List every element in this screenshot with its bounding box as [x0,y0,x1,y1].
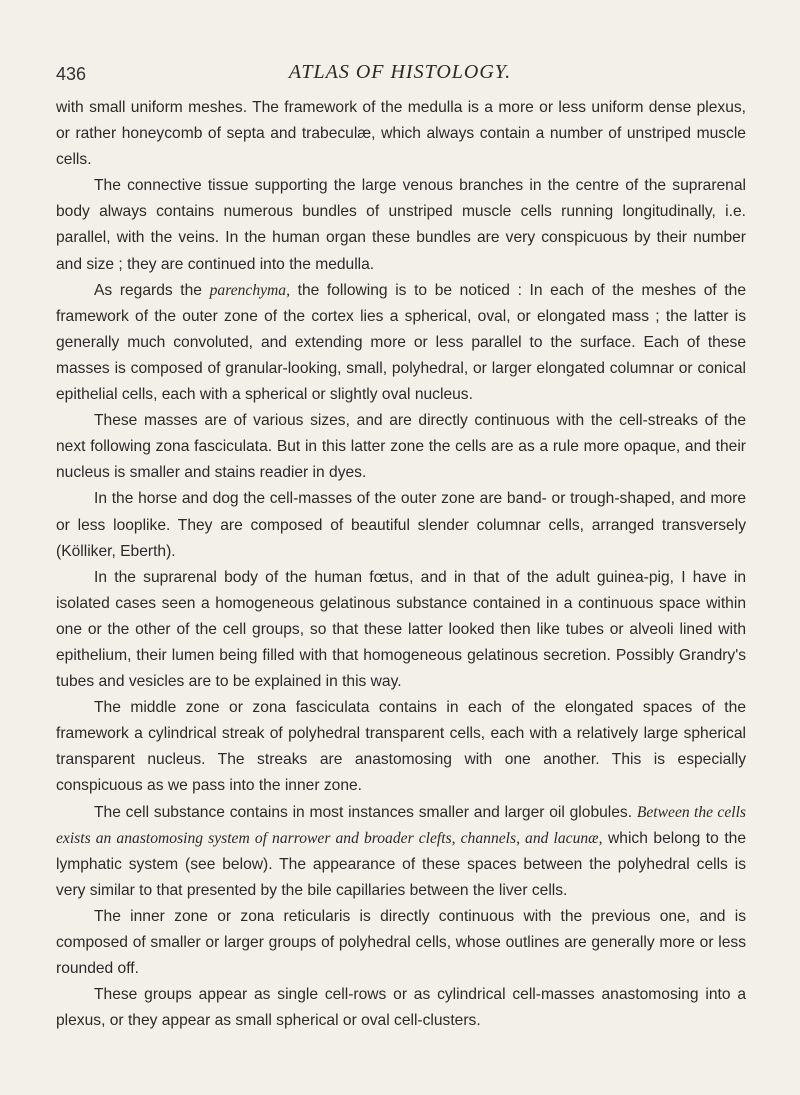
paragraph: The connective tissue supporting the large venous branches in the centre of the suprarenal body always contains numerous bundles of unstriped muscle cells running longitudinally, i.e. parallel, with the veins. In the human organ these bundles are very conspicuous by their number and size ; they are continued into the medulla. [56,177,746,273]
running-title: ATLAS OF HISTOLOGY. [288,61,512,83]
paragraph: In the horse and dog the cell-masses of the outer zone are band- or trough-shaped, and more or less looplike. They are composed of beautiful slender columnar cells, arranged transversely (Kölliker, Eberth). [56,490,746,560]
paragraph [56,278,746,408]
paragraph-text: the following is to be noticed : In each of the meshes of the framework of the outer zone of the cortex lies a spherical, oval, or elongated mass ; the latter is generally much convoluted, and extending more or less parallel to the surface. Each of these masses is composed of granular-looking, small, polyhedral, or larger elongated columnar or conical epithelial cells, each with a spherical or slightly oval nucleus. [56,281,747,404]
italic-passage: Between the cells exists an anastomosing system of narrower and broader clefts, channels, and lacunæ, [56,803,746,847]
paragraph: In the suprarenal body of the human fœtus, and in that of the adult guinea-pig, I have in isolated cases seen a homogeneous gelatinous substance contained in a continuous space within one or the other of the cell groups, so that these latter looked then like tubes or alveoli lined with epithelium, their lumen being filled with that homogeneous gelatinous secretion. Possibly Grandry's tubes and vesicles are to be explained in this way. [56,568,746,691]
paragraph-text: As regards the [94,281,210,299]
paragraph: The middle zone or zona fasciculata contains in each of the elongated spaces of the framework a cylindrical streak of polyhedral transparent cells, each with a relatively large spherical transparent nucleus. The streaks are anastomosing with one another. This is especially conspicuous as we pass into the inner zone. [56,699,746,795]
paragraph: with small uniform meshes. The framework of the medulla is a more or less uniform dense plexus, or rather honeycomb of septa and trabeculæ, which always contain a number of unstriped muscle cells. [56,99,746,169]
paragraph-text: The cell substance contains in most instances smaller and larger oil globules. [94,803,637,821]
page-number: 436 [56,64,87,84]
paragraph-text: which belong to the lymphatic system (see below). The appearance of these spaces between the polyhedral cells is very similar to that presented by the bile capillaries between the liver cells. [56,829,746,899]
paragraph: These masses are of various sizes, and are directly continuous with the cell-streaks of the next following zona fasciculata. But in this latter zone the cells are as a rule more opaque, and their nucleus is smaller and stains readier in dyes. [56,412,746,482]
italic-term: parenchyma, [209,281,291,299]
paragraph [56,800,746,904]
body-text [56,95,746,1034]
paragraph: The inner zone or zona reticularis is directly continuous with the previous one, and is composed of smaller or larger groups of polyhedral cells, whose outlines are generally more or less rounded off. [56,907,746,978]
paragraph: These groups appear as single cell-rows or as cylindrical cell-masses anastomosing into a plexus, or they appear as small spherical or oval cell-clusters. [56,986,746,1030]
